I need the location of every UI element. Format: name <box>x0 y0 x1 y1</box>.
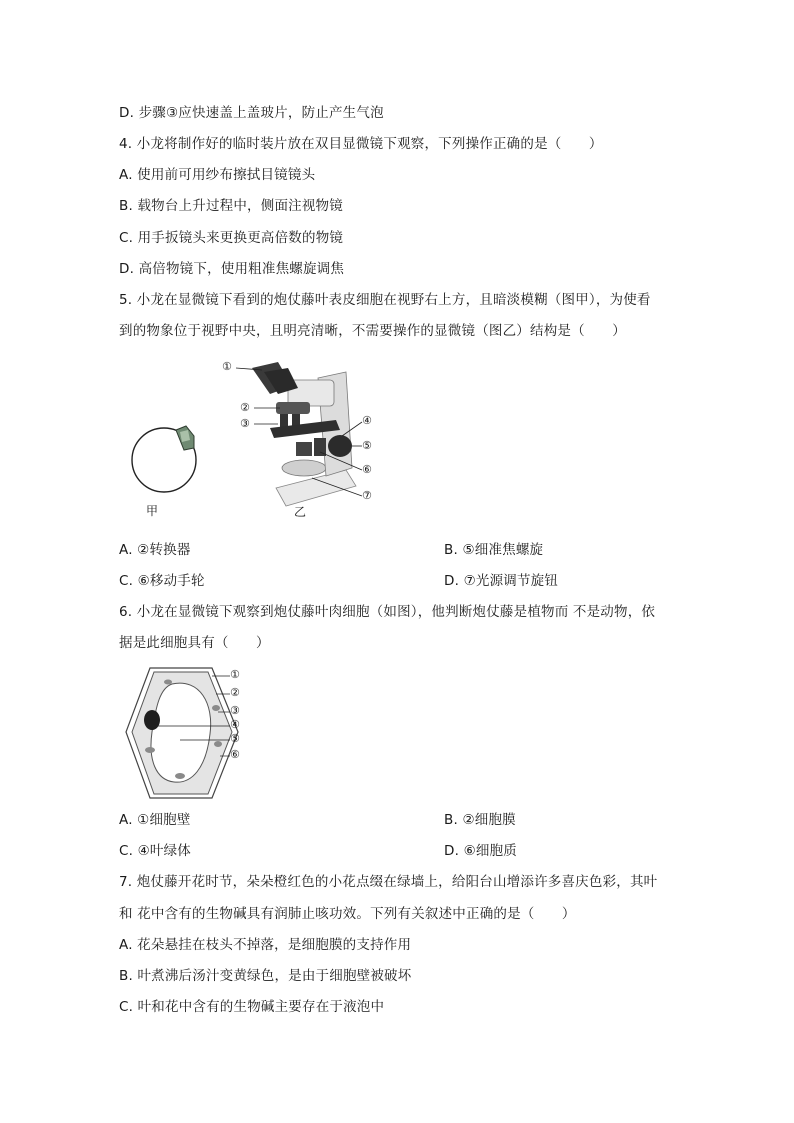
figure-plant-cell <box>120 664 250 804</box>
question-5-line-2: 到的物象位于视野中央，且明亮清晰，不需要操作的显微镜（图乙）结构是（ ） <box>119 323 626 339</box>
cell-marker-4: ④ <box>230 718 240 731</box>
scope-marker-4: ④ <box>362 414 372 427</box>
cell-marker-6: ⑥ <box>230 748 240 761</box>
option-q5-d: D. ⑦光源调节旋钮 <box>444 573 559 589</box>
figure-jia <box>128 420 202 524</box>
question-4: 4. 小龙将制作好的临时装片放在双目显微镜下观察，下列操作正确的是（ ） <box>119 136 603 152</box>
option-q7-a: A. 花朵悬挂在枝头不掉落，是细胞膜的支持作用 <box>119 937 412 953</box>
scope-marker-5: ⑤ <box>362 439 372 452</box>
option-q4-b: B. 载物台上升过程中，侧面注视物镜 <box>119 198 343 214</box>
option-q6-b: B. ②细胞膜 <box>444 812 516 828</box>
option-q7-c: C. 叶和花中含有的生物碱主要存在于液泡中 <box>119 999 385 1015</box>
scope-marker-7: ⑦ <box>362 489 372 502</box>
figure-jia-label: 甲 <box>146 504 159 518</box>
option-q4-a: A. 使用前可用纱布擦拭目镜镜头 <box>119 167 316 183</box>
scope-marker-3: ③ <box>240 417 250 430</box>
option-q5-a: A. ②转换器 <box>119 542 191 558</box>
question-5-line-1: 5. 小龙在显微镜下看到的炮仗藤叶表皮细胞在视野右上方，且暗淡模糊（图甲），为使看 <box>119 292 651 308</box>
option-q6-a: A. ①细胞壁 <box>119 812 191 828</box>
option-q3-d: D. 步骤③应快速盖上盖玻片，防止产生气泡 <box>119 105 384 121</box>
figure-yi-label: 乙 <box>294 505 307 519</box>
option-q5-b: B. ⑤细准焦螺旋 <box>444 542 544 558</box>
question-6-line-1: 6. 小龙在显微镜下观察到炮仗藤叶肉细胞（如图），他判断炮仗藤是植物而 不是动物，依 <box>119 604 656 620</box>
question-7-line-1: 7. 炮仗藤开花时节，朵朵橙红色的小花点缀在绿墙上，给阳台山增添许多喜庆色彩，其叶 <box>119 874 658 890</box>
option-q7-b: B. 叶煮沸后汤汁变黄绿色，是由于细胞壁被破坏 <box>119 968 412 984</box>
figure-yi-microscope <box>218 358 388 522</box>
cell-marker-2: ② <box>230 686 240 699</box>
cell-marker-1: ① <box>230 668 240 681</box>
cell-marker-3: ③ <box>230 704 240 717</box>
question-6-line-2: 据是此细胞具有（ ） <box>119 635 270 651</box>
cell-marker-5: ⑤ <box>230 732 240 745</box>
question-7-line-2: 和 花中含有的生物碱具有润肺止咳功效。下列有关叙述中正确的是（ ） <box>119 906 576 922</box>
scope-marker-1: ① <box>222 360 232 373</box>
option-q4-d: D. 高倍物镜下，使用粗准焦螺旋调焦 <box>119 261 345 277</box>
scope-marker-2: ② <box>240 401 250 414</box>
scope-marker-6: ⑥ <box>362 463 372 476</box>
option-q6-d: D. ⑥细胞质 <box>444 843 517 859</box>
option-q5-c: C. ⑥移动手轮 <box>119 573 205 589</box>
option-q4-c: C. 用手扳镜头来更换更高倍数的物镜 <box>119 230 344 246</box>
option-q6-c: C. ④叶绿体 <box>119 843 192 859</box>
